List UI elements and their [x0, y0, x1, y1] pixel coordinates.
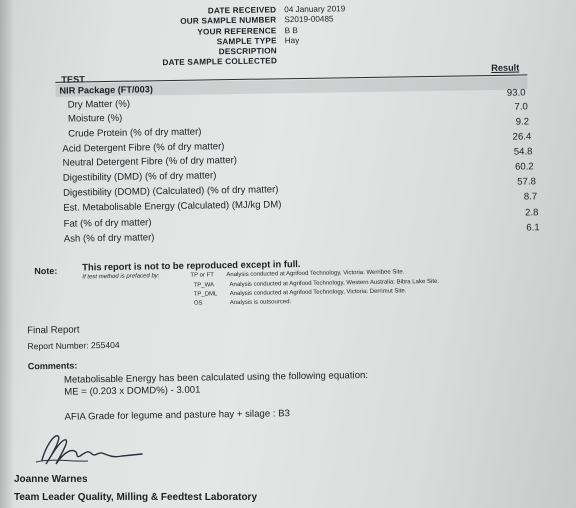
row-label-ndf: Neutral Detergent Fibre (% of dry matter)	[62, 154, 238, 169]
signatory-name: Joanne Warnes	[14, 474, 88, 485]
signature-image	[32, 428, 152, 472]
row-label-moisture: Moisture (%)	[67, 112, 123, 125]
date-collected-label: DATE SAMPLE COLLECTED	[162, 56, 278, 68]
result-column-header: Result	[491, 62, 520, 73]
row-label-adf: Acid Detergent Fibre (% of dry matter)	[62, 141, 225, 155]
row-value-fat: 2.8	[525, 207, 539, 219]
sample-type-value: Hay	[284, 35, 300, 46]
report-number: Report Number: 255404	[27, 339, 120, 352]
code-tp-ft-desc: Analysis conducted at Agrifood Technology, Victoria: Werribee Site.	[226, 269, 405, 279]
note-prefix: If test method is prefaced by:	[82, 273, 160, 281]
code-os: OS	[193, 300, 203, 307]
code-tp-wa-desc: Analysis conducted at Agrifood Technology, Western Australia: Bibra Lake Site.	[229, 278, 440, 289]
comments-line1: Metabolisable Energy has been calculated using the following equation:	[63, 369, 369, 386]
row-label-me: Est. Metabolisable Energy (Calculated) (MJ/kg DM)	[63, 199, 282, 214]
sample-number-value: S2019-00485	[284, 14, 334, 25]
comments-equation: ME = (0.203 x DOMD%) - 3.001	[64, 384, 201, 398]
row-value-me: 8.7	[523, 191, 538, 203]
row-value-ash: 6.1	[526, 222, 540, 234]
your-reference-value: B B	[284, 26, 298, 36]
your-reference-label: YOUR REFERENCE	[197, 26, 277, 37]
note-text: This report is not to be reproduced except in full.	[82, 257, 301, 273]
code-tp-wa: TP_WA	[193, 282, 215, 289]
row-value-domd: 57.8	[517, 176, 537, 188]
final-report: Final Report	[27, 324, 80, 337]
note-label: Note:	[34, 265, 58, 277]
code-os-desc: Analysis is outsourced.	[229, 299, 292, 307]
code-tp-ft: TP or FT	[190, 272, 214, 279]
row-value-adf: 26.4	[512, 131, 532, 143]
sample-type-label: SAMPLE TYPE	[216, 36, 277, 47]
test-column-header: TEST	[61, 74, 85, 85]
row-value-moisture: 7.0	[514, 101, 528, 113]
code-tp-dml: TP_DML	[193, 291, 218, 298]
signatory-title: Team Leader Quality, Milling & Feedtest Laboratory	[14, 492, 258, 503]
sample-number-label: OUR SAMPLE NUMBER	[180, 15, 277, 26]
row-label-ash: Ash (% of dry matter)	[63, 232, 155, 245]
afia-grade: AFIA Grade for legume and pasture hay + silage : B3	[64, 408, 290, 423]
date-received-value: 04 January 2019	[284, 4, 346, 15]
package-name: NIR Package (FT/003)	[59, 84, 153, 96]
comments-label: Comments:	[27, 360, 78, 372]
row-label-dry-matter: Dry Matter (%)	[67, 98, 131, 111]
row-label-crude-protein: Crude Protein (% of dry matter)	[68, 126, 202, 140]
row-value-crude-protein: 9.2	[515, 116, 530, 128]
row-value-ndf: 54.8	[513, 146, 533, 158]
code-tp-dml-desc: Analysis conducted at Agrifood Technology, Victoria: Derrimut Site.	[229, 288, 407, 298]
row-label-fat: Fat (% of dry matter)	[63, 217, 152, 230]
description-label: DESCRIPTION	[218, 46, 277, 57]
date-received-label: DATE RECEIVED	[207, 5, 277, 16]
row-value-dry-matter: 93.0	[506, 87, 526, 99]
row-label-domd: Digestibility (DOMD) (Calculated) (% of dry matter)	[62, 184, 279, 199]
row-label-dmd: Digestibility (DMD) (% of dry matter)	[62, 170, 217, 184]
row-value-dmd: 60.2	[514, 161, 534, 173]
